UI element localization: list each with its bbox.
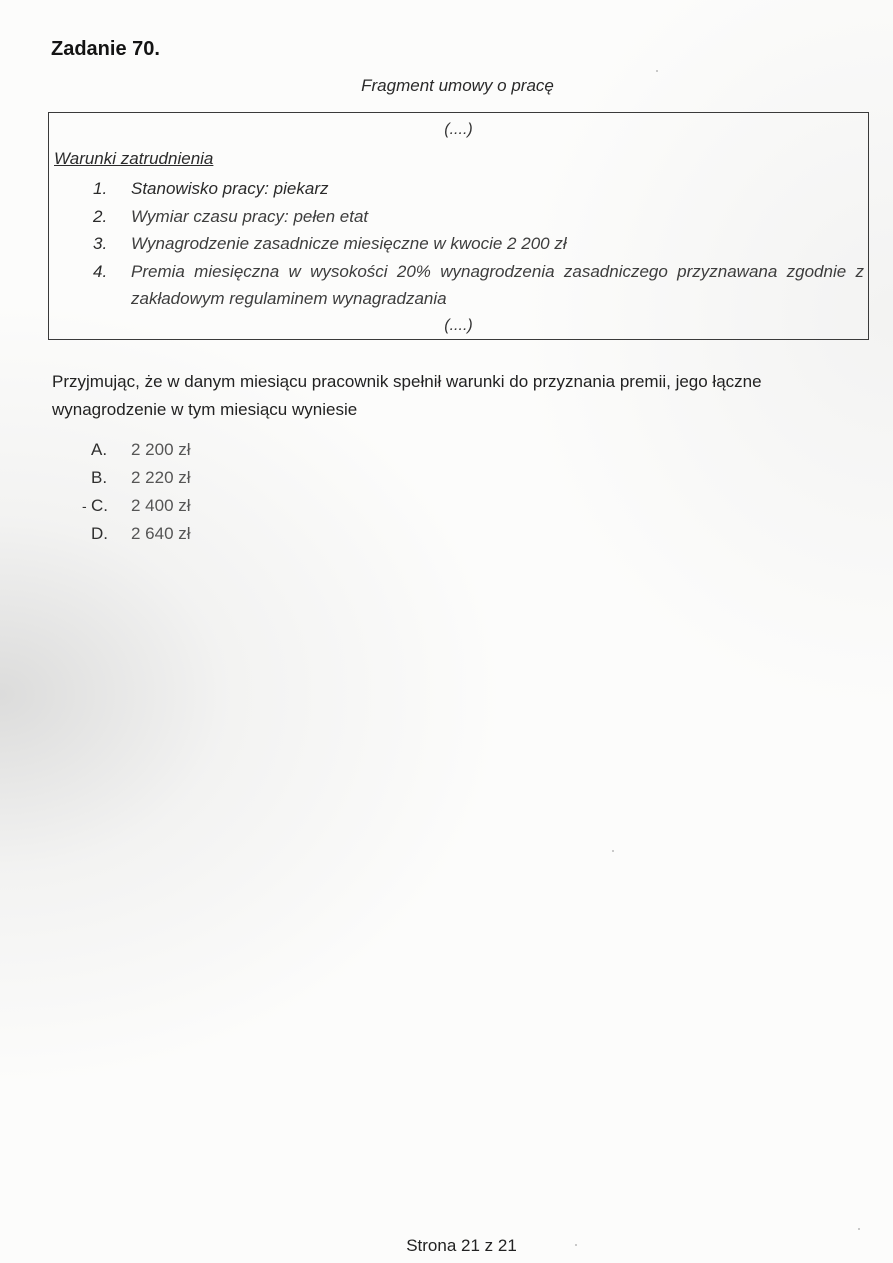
- answer-letter: B.: [91, 468, 108, 487]
- document-caption: Fragment umowy o pracę: [361, 76, 554, 95]
- answer-value: 2 640 zł: [131, 524, 191, 543]
- term-number: 1.: [93, 179, 108, 198]
- term-item: [49, 203, 868, 231]
- page-number: Strona 21 z 21: [406, 1236, 517, 1255]
- contract-fragment-box: [48, 112, 869, 340]
- term-text: Wymiar czasu pracy: pełen etat: [131, 206, 369, 226]
- term-number: 3.: [93, 234, 108, 253]
- term-text: Wynagrodzenie zasadnicze miesięczne w kwocie 2 200 zł: [131, 234, 567, 253]
- scan-speck: [656, 70, 658, 72]
- term-item: [49, 258, 868, 313]
- answer-letter: C.: [91, 496, 108, 515]
- term-item: [49, 175, 868, 203]
- pencil-mark-icon: -: [82, 498, 87, 514]
- answer-value: 2 200 zł: [131, 440, 191, 459]
- answer-letter: A.: [91, 440, 108, 459]
- section-heading: Warunki zatrudnienia: [54, 149, 214, 168]
- term-item: [49, 230, 868, 258]
- scan-speck: [612, 850, 614, 852]
- task-title: Zadanie 70.: [51, 38, 160, 60]
- answer-value: 2 400 zł: [131, 496, 191, 515]
- answer-letter: D.: [91, 524, 108, 543]
- answer-value: 2 220 zł: [131, 468, 191, 487]
- ellipsis-bottom: (....): [444, 317, 473, 334]
- term-number: 4.: [93, 261, 108, 281]
- scan-speck: [858, 1228, 860, 1230]
- ellipsis-top: (....): [444, 121, 473, 138]
- term-text: Premia miesięczna w wysokości 20% wynagrodzenia zasadniczego przyznawana zgodnie z zakładowym regulaminem wynagradzania: [131, 261, 864, 308]
- question-text: Przyjmując, że w danym miesiącu pracownik spełnił warunki do przyznania premii, jego łączne wynagrodzenie w tym miesiącu wyniesie: [52, 372, 762, 419]
- terms-list: [49, 175, 868, 313]
- term-number: 2.: [93, 206, 108, 226]
- term-text: Stanowisko pracy: piekarz: [131, 179, 329, 198]
